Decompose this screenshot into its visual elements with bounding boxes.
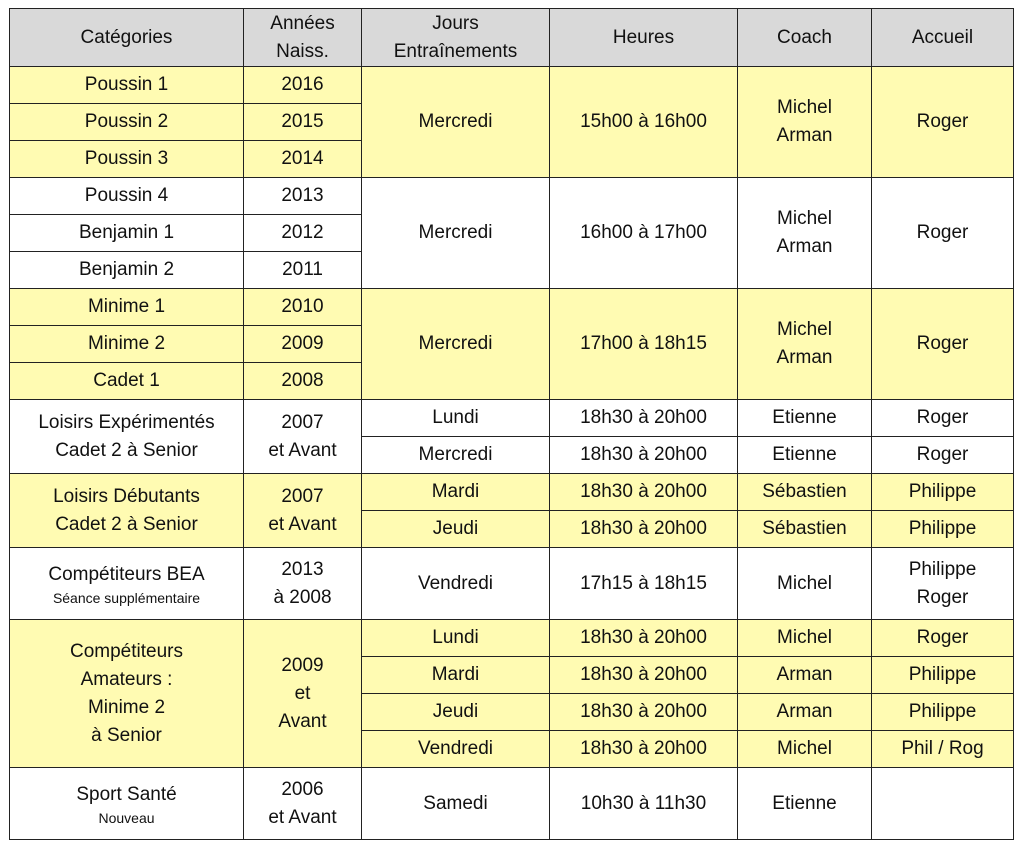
accueil-cell: Philippe bbox=[872, 511, 1014, 548]
hours-cell: 18h30 à 20h00 bbox=[550, 620, 738, 657]
table-row bbox=[10, 768, 1014, 840]
year-cell: 2007 et Avant bbox=[244, 400, 362, 474]
coach-cell: Sébastien bbox=[738, 511, 872, 548]
hours-cell: 18h30 à 20h00 bbox=[550, 400, 738, 437]
accueil-cell: Roger bbox=[872, 620, 1014, 657]
day-cell: Jeudi bbox=[362, 694, 550, 731]
table-row bbox=[10, 620, 1014, 657]
header-categories: Catégories bbox=[10, 9, 244, 67]
day-cell: Vendredi bbox=[362, 731, 550, 768]
hours-cell: 18h30 à 20h00 bbox=[550, 731, 738, 768]
coach-cell: Michel bbox=[738, 548, 872, 620]
coach-cell: Sébastien bbox=[738, 474, 872, 511]
hours-cell: 18h30 à 20h00 bbox=[550, 437, 738, 474]
day-cell: Mardi bbox=[362, 657, 550, 694]
year-cell: 2008 bbox=[244, 363, 362, 400]
day-cell: Lundi bbox=[362, 620, 550, 657]
category-cell: Poussin 3 bbox=[10, 141, 244, 178]
category-cell: Poussin 2 bbox=[10, 104, 244, 141]
day-cell: Mercredi bbox=[362, 67, 550, 178]
day-cell: Lundi bbox=[362, 400, 550, 437]
header-annees: Années Naiss. bbox=[244, 9, 362, 67]
category-cell: Loisirs Débutants Cadet 2 à Senior bbox=[10, 474, 244, 548]
table-row bbox=[10, 178, 1014, 215]
table-row bbox=[10, 548, 1014, 620]
accueil-cell: Philippe bbox=[872, 657, 1014, 694]
coach-cell: Michel Arman bbox=[738, 289, 872, 400]
day-cell: Mardi bbox=[362, 474, 550, 511]
year-cell: 2006 et Avant bbox=[244, 768, 362, 840]
accueil-cell: Roger bbox=[872, 400, 1014, 437]
hours-cell: 18h30 à 20h00 bbox=[550, 657, 738, 694]
category-cell: Poussin 1 bbox=[10, 67, 244, 104]
hours-cell: 16h00 à 17h00 bbox=[550, 178, 738, 289]
header-row bbox=[10, 9, 1014, 67]
header-accueil: Accueil bbox=[872, 9, 1014, 67]
accueil-cell: Philippe bbox=[872, 474, 1014, 511]
table-row bbox=[10, 474, 1014, 511]
category-cell: Sport Santé Nouveau bbox=[10, 768, 244, 840]
header-jours: Jours Entraînements bbox=[362, 9, 550, 67]
coach-cell: Etienne bbox=[738, 400, 872, 437]
coach-cell: Etienne bbox=[738, 768, 872, 840]
year-cell: 2013 à 2008 bbox=[244, 548, 362, 620]
year-cell: 2009 bbox=[244, 326, 362, 363]
year-cell: 2010 bbox=[244, 289, 362, 326]
year-cell: 2012 bbox=[244, 215, 362, 252]
coach-cell: Michel Arman bbox=[738, 178, 872, 289]
accueil-cell: Phil / Rog bbox=[872, 731, 1014, 768]
header-coach: Coach bbox=[738, 9, 872, 67]
category-cell: Benjamin 2 bbox=[10, 252, 244, 289]
category-cell: Minime 1 bbox=[10, 289, 244, 326]
year-cell: 2007 et Avant bbox=[244, 474, 362, 548]
category-cell: Minime 2 bbox=[10, 326, 244, 363]
accueil-cell bbox=[872, 768, 1014, 840]
accueil-cell: Philippe Roger bbox=[872, 548, 1014, 620]
accueil-cell: Roger bbox=[872, 289, 1014, 400]
table-row bbox=[10, 289, 1014, 326]
hours-cell: 18h30 à 20h00 bbox=[550, 474, 738, 511]
year-cell: 2011 bbox=[244, 252, 362, 289]
coach-cell: Arman bbox=[738, 657, 872, 694]
coach-cell: Etienne bbox=[738, 437, 872, 474]
coach-cell: Arman bbox=[738, 694, 872, 731]
coach-cell: Michel bbox=[738, 731, 872, 768]
day-cell: Mercredi bbox=[362, 437, 550, 474]
year-cell: 2016 bbox=[244, 67, 362, 104]
accueil-cell: Philippe bbox=[872, 694, 1014, 731]
hours-cell: 18h30 à 20h00 bbox=[550, 694, 738, 731]
coach-cell: Michel Arman bbox=[738, 67, 872, 178]
hours-cell: 15h00 à 16h00 bbox=[550, 67, 738, 178]
year-cell: 2014 bbox=[244, 141, 362, 178]
category-cell: Compétiteurs BEA Séance supplémentaire bbox=[10, 548, 244, 620]
accueil-cell: Roger bbox=[872, 67, 1014, 178]
training-schedule-table bbox=[9, 8, 1014, 840]
day-cell: Vendredi bbox=[362, 548, 550, 620]
table-row bbox=[10, 400, 1014, 437]
header-heures: Heures bbox=[550, 9, 738, 67]
hours-cell: 10h30 à 11h30 bbox=[550, 768, 738, 840]
category-cell: Cadet 1 bbox=[10, 363, 244, 400]
table-row bbox=[10, 67, 1014, 104]
hours-cell: 17h15 à 18h15 bbox=[550, 548, 738, 620]
day-cell: Samedi bbox=[362, 768, 550, 840]
day-cell: Jeudi bbox=[362, 511, 550, 548]
accueil-cell: Roger bbox=[872, 437, 1014, 474]
day-cell: Mercredi bbox=[362, 178, 550, 289]
year-cell: 2013 bbox=[244, 178, 362, 215]
category-cell: Loisirs Expérimentés Cadet 2 à Senior bbox=[10, 400, 244, 474]
accueil-cell: Roger bbox=[872, 178, 1014, 289]
day-cell: Mercredi bbox=[362, 289, 550, 400]
hours-cell: 18h30 à 20h00 bbox=[550, 511, 738, 548]
year-cell: 2015 bbox=[244, 104, 362, 141]
year-cell: 2009 et Avant bbox=[244, 620, 362, 768]
coach-cell: Michel bbox=[738, 620, 872, 657]
category-cell: Poussin 4 bbox=[10, 178, 244, 215]
category-cell: Benjamin 1 bbox=[10, 215, 244, 252]
category-cell: Compétiteurs Amateurs : Minime 2 à Senior bbox=[10, 620, 244, 768]
hours-cell: 17h00 à 18h15 bbox=[550, 289, 738, 400]
